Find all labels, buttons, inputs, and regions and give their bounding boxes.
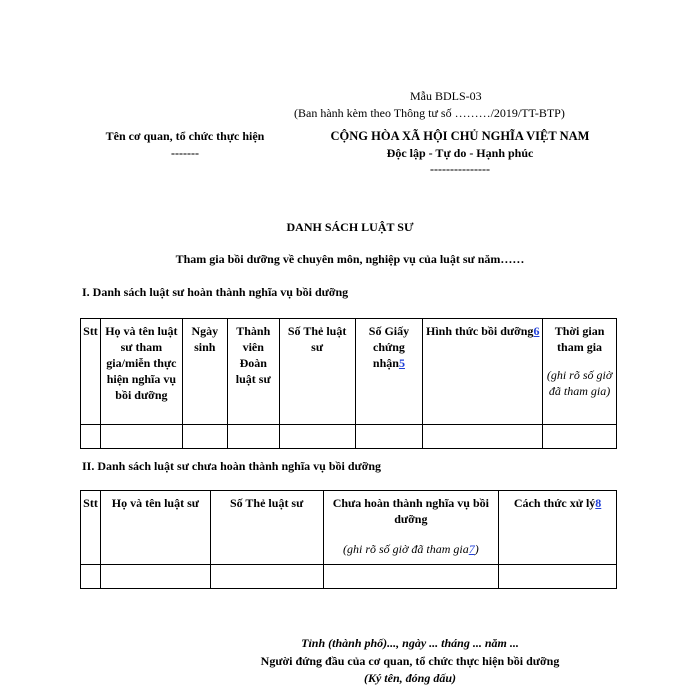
nation-title: CỘNG HÒA XÃ HỘI CHỦ NGHĨA VIỆT NAM — [330, 129, 590, 143]
section1-heading: I. Danh sách luật sư hoàn thành nghĩa vụ bồi dưỡng — [82, 285, 349, 299]
col-card-no: Số Thẻ luật sư — [279, 319, 355, 425]
sign-note: (Ký tên, đóng dấu) — [363, 671, 456, 685]
section2-heading: II. Danh sách luật sư chưa hoàn thành nghĩa vụ bồi dưỡng — [82, 459, 382, 473]
col2-incomplete: Chưa hoàn thành nghĩa vụ bồi dưỡng (ghi rõ số giờ đã tham gia7) — [323, 491, 499, 565]
signer-title: Người đứng đầu của cơ quan, tổ chức thực hiện bồi dưỡng — [260, 654, 560, 668]
table-row — [81, 565, 617, 589]
place-date: Tỉnh (thành phố)..., ngày ... tháng ... năm ... — [301, 636, 519, 650]
col-stt: Stt — [81, 319, 101, 425]
col-time-note: (ghi rõ số giờ đã tham gia) — [546, 368, 613, 398]
col2-stt: Stt — [81, 491, 101, 565]
footnote-link-6[interactable]: 6 — [533, 324, 540, 338]
issued-note: (Ban hành kèm theo Thông tư số ………/2019/TT-BTP) — [294, 106, 565, 120]
footnote-link-7[interactable]: 7 — [468, 542, 475, 556]
agency-dash: ------- — [171, 146, 199, 160]
col-form: Hình thức bồi dưỡng6 — [423, 319, 543, 425]
col2-card-no: Số Thẻ luật sư — [210, 491, 323, 565]
section2-table — [80, 490, 617, 589]
motto-dash: --------------- — [430, 162, 490, 176]
col-cert-no: Số Giấy chứng nhận5 — [355, 319, 423, 425]
col2-name: Họ và tên luật sư — [100, 491, 210, 565]
col2-handling: Cách thức xử lý8 — [499, 491, 617, 565]
document-title: DANH SÁCH LUẬT SƯ — [286, 220, 414, 234]
footnote-link-5[interactable]: 5 — [398, 356, 405, 370]
col-dob: Ngày sinh — [182, 319, 227, 425]
table-row — [81, 425, 617, 449]
agency-name: Tên cơ quan, tổ chức thực hiện — [105, 129, 265, 143]
form-code: Mẫu BDLS-03 — [410, 89, 482, 103]
section1-table — [80, 318, 617, 449]
col-name: Họ và tên luật sư tham gia/miễn thực hiện nghĩa vụ bồi dưỡng — [100, 319, 182, 425]
col-bar-member: Thành viên Đoàn luật sư — [227, 319, 279, 425]
footnote-link-8[interactable]: 8 — [595, 496, 602, 510]
motto: Độc lập - Tự do - Hạnh phúc — [386, 146, 534, 160]
document-subtitle: Tham gia bồi dưỡng về chuyên môn, nghiệp vụ của luật sư năm…… — [175, 252, 525, 266]
col-time: Thời gian tham gia (ghi rõ số giờ đã tham gia) — [543, 319, 617, 425]
